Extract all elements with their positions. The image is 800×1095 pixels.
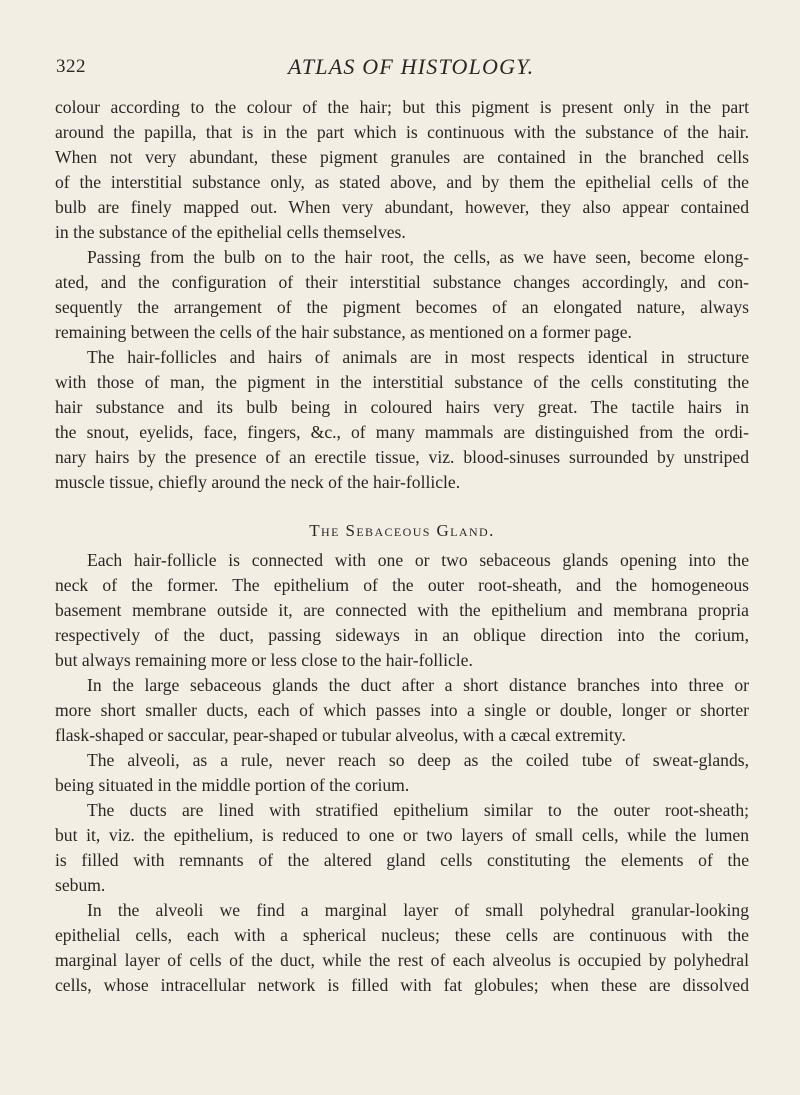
text-line: sequently the arrangement of the pigment becomes of an elongated nature, always bbox=[55, 297, 749, 317]
text-line: In the large sebaceous glands the duct after a short distance branches into three or bbox=[87, 675, 749, 695]
text-line: but always remaining more or less close to the hair-follicle. bbox=[55, 650, 473, 670]
text-line: the snout, eyelids, face, fingers, &c., of many mammals are distinguished from the ordi- bbox=[55, 422, 749, 442]
text-line: ated, and the configuration of their interstitial substance changes accordingly, and con- bbox=[55, 272, 749, 292]
text-line: cells, whose intracellular network is filled with fat globules; when these are dissolved bbox=[55, 975, 749, 995]
text-line: basement membrane outside it, are connected with the epithelium and membrana propria bbox=[55, 600, 749, 620]
text-line: muscle tissue, chiefly around the neck of the hair-follicle. bbox=[55, 472, 461, 492]
paragraph bbox=[55, 798, 749, 898]
text-line: Each hair-follicle is connected with one or two sebaceous glands opening into the bbox=[87, 550, 749, 570]
text-line: marginal layer of cells of the duct, while the rest of each alveolus is occupied by polyhedral bbox=[55, 950, 749, 970]
text-line: more short smaller ducts, each of which passes into a single or double, longer or shorter bbox=[55, 700, 749, 720]
text-line: sebum. bbox=[55, 875, 106, 895]
text-line: neck of the former. The epithelium of the outer root-sheath, and the homogeneous bbox=[55, 575, 749, 595]
text-line: colour according to the colour of the hair; but this pigment is present only in the part bbox=[55, 97, 749, 117]
page-number: 322 bbox=[56, 56, 86, 77]
text-line: Passing from the bulb on to the hair root, the cells, as we have seen, become elong- bbox=[87, 247, 749, 267]
body-text bbox=[55, 95, 749, 998]
text-line: In the alveoli we find a marginal layer of small polyhedral granular-looking bbox=[87, 900, 749, 920]
text-line: around the papilla, that is in the part which is continuous with the substance of the hair. bbox=[55, 122, 749, 142]
text-line: The alveoli, as a rule, never reach so deep as the coiled tube of sweat-glands, bbox=[87, 750, 749, 770]
text-line: nary hairs by the presence of an erectile tissue, viz. blood-sinuses surrounded by unstriped bbox=[55, 447, 749, 467]
text-line: in the substance of the epithelial cells themselves. bbox=[55, 222, 406, 242]
text-line: being situated in the middle portion of the corium. bbox=[55, 775, 410, 795]
text-line: When not very abundant, these pigment granules are contained in the branched cells bbox=[55, 147, 749, 167]
text-line: hair substance and its bulb being in coloured hairs very great. The tactile hairs in bbox=[55, 397, 749, 417]
text-line: flask-shaped or saccular, pear-shaped or tubular alveolus, with a cæcal extremity. bbox=[55, 725, 626, 745]
text-line: remaining between the cells of the hair substance, as mentioned on a former page. bbox=[55, 322, 632, 342]
text-line: epithelial cells, each with a spherical nucleus; these cells are continuous with the bbox=[55, 925, 749, 945]
page-header bbox=[56, 56, 756, 86]
paragraph bbox=[55, 245, 749, 345]
running-head: ATLAS OF HISTOLOGY. bbox=[288, 54, 535, 79]
paragraph bbox=[55, 345, 749, 495]
text-line: of the interstitial substance only, as stated above, and by them the epithelial cells of the bbox=[55, 172, 749, 192]
paragraph bbox=[55, 95, 749, 245]
paragraph bbox=[55, 748, 749, 798]
text-line: The ducts are lined with stratified epithelium similar to the outer root-sheath; bbox=[87, 800, 749, 820]
text-line: respectively of the duct, passing sideways in an oblique direction into the corium, bbox=[55, 625, 749, 645]
paragraph bbox=[55, 673, 749, 748]
text-line: The hair-follicles and hairs of animals are in most respects identical in structure bbox=[87, 347, 749, 367]
paragraph bbox=[55, 898, 749, 998]
text-line: bulb are finely mapped out. When very abundant, however, they also appear contained bbox=[55, 197, 749, 217]
text-line: with those of man, the pigment in the interstitial substance of the cells constituting the bbox=[55, 372, 749, 392]
text-line: is filled with remnants of the altered gland cells constituting the elements of the bbox=[55, 850, 749, 870]
text-line: but it, viz. the epithelium, is reduced to one or two layers of small cells, while the lumen bbox=[55, 825, 749, 845]
section-heading: The Sebaceous Gland. bbox=[309, 521, 495, 540]
paragraph bbox=[55, 548, 749, 673]
